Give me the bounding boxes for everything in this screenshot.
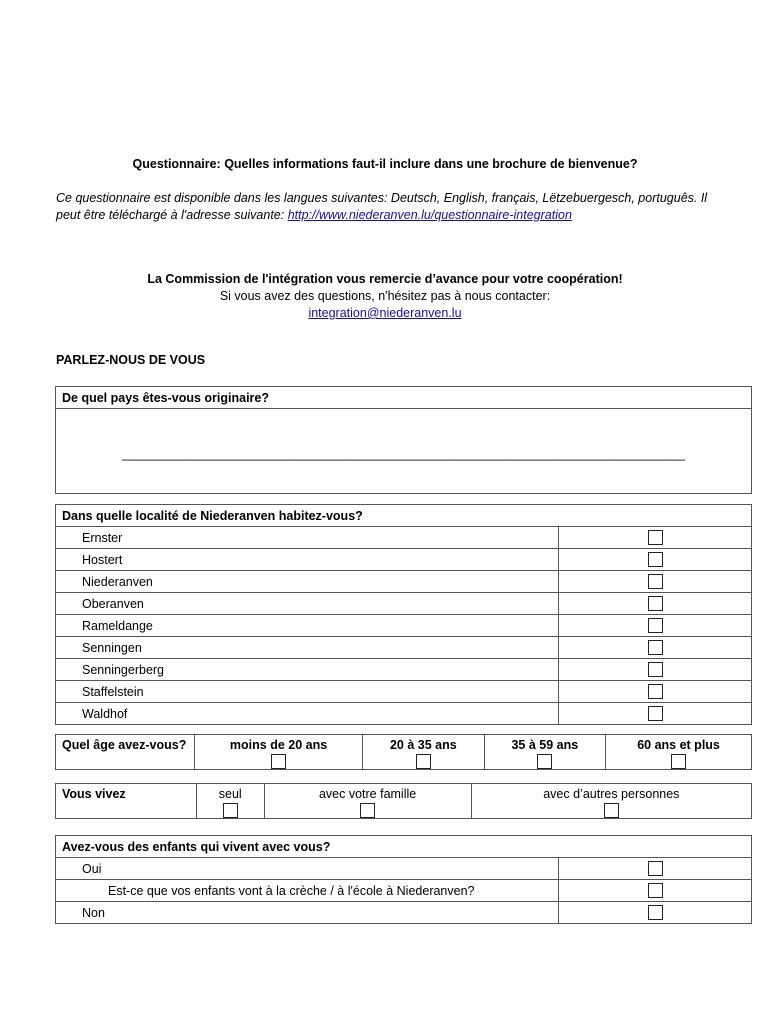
checkbox-age-under-20[interactable] (271, 754, 286, 769)
checkbox-children-yes[interactable] (648, 861, 663, 876)
locality-option-label: Niederanven (56, 571, 559, 593)
locality-option-label: Senningen (56, 637, 559, 659)
page-title: Questionnaire: Quelles informations faut-il inclure dans une brochure de bienvenue? (132, 157, 638, 171)
checkbox-age-60-plus[interactable] (671, 754, 686, 769)
checkbox-staffelstein[interactable] (648, 684, 663, 699)
checkbox-living-alone[interactable] (223, 803, 238, 818)
checkbox-rameldange[interactable] (648, 618, 663, 633)
age-option-label: 20 à 35 ans (389, 738, 457, 752)
checkbox-waldhof[interactable] (648, 706, 663, 721)
living-question-table (55, 783, 752, 819)
locality-option-label: Waldhof (56, 703, 559, 725)
checkbox-ernster[interactable] (648, 530, 663, 545)
checkbox-senningen[interactable] (648, 640, 663, 655)
checkbox-age-20-35[interactable] (416, 754, 431, 769)
intro-text: Ce questionnaire est disponible dans les langues suivantes: Deutsch, English, français, Lëtzebuergesch, português. Il peut être téléchargé à l'adresse suivante: (56, 191, 708, 222)
locality-option-label: Staffelstein (56, 681, 559, 703)
locality-option-label: Ernster (56, 527, 559, 549)
country-question-table (55, 386, 752, 494)
locality-option-label: Rameldange (56, 615, 559, 637)
locality-option-label: Hostert (56, 549, 559, 571)
living-option-label: avec votre famille (318, 787, 417, 801)
checkbox-oberanven[interactable] (648, 596, 663, 611)
checkbox-niederanven[interactable] (648, 574, 663, 589)
checkbox-age-35-59[interactable] (537, 754, 552, 769)
country-answer-field[interactable] (56, 409, 752, 494)
age-option-label: moins de 20 ans (229, 738, 328, 752)
checkbox-children-no[interactable] (648, 905, 663, 920)
section-title: PARLEZ-NOUS DE VOUS (56, 353, 206, 367)
age-option-label: 35 à 59 ans (511, 738, 579, 752)
children-question-table (55, 835, 752, 924)
contact-line: Si vous avez des questions, n'hésitez pas à nous contacter: (219, 289, 551, 303)
living-option-label: avec d’autres personnes (543, 787, 680, 801)
living-question-label: Vous vivez (56, 784, 197, 819)
locality-option-label: Senningerberg (56, 659, 559, 681)
age-question-table (55, 734, 752, 770)
checkbox-hostert[interactable] (648, 552, 663, 567)
children-question-label: Avez-vous des enfants qui vivent avec vous? (56, 836, 752, 858)
checkbox-children-school[interactable] (648, 883, 663, 898)
intro-paragraph (56, 190, 716, 224)
living-option-label: seul (218, 787, 242, 801)
checkbox-living-family[interactable] (360, 803, 375, 818)
checkbox-living-others[interactable] (604, 803, 619, 818)
checkbox-senningerberg[interactable] (648, 662, 663, 677)
locality-question-table (55, 504, 752, 725)
children-school-label: Est-ce que vos enfants vont à la crèche / à l'école à Niederanven? (56, 880, 559, 902)
questionnaire-link[interactable]: http://www.niederanven.lu/questionnaire-integration (287, 208, 572, 222)
country-answer-line: _________________________________________________________________________________ (121, 447, 686, 461)
country-question-label: De quel pays êtes-vous originaire? (56, 387, 752, 409)
children-yes-label: Oui (56, 858, 559, 880)
thanks-line: La Commission de l'intégration vous remercie d’avance pour votre coopération! (147, 272, 623, 286)
locality-option-label: Oberanven (56, 593, 559, 615)
locality-question-label: Dans quelle localité de Niederanven habitez-vous? (56, 505, 752, 527)
age-option-label: 60 ans et plus (637, 738, 720, 752)
age-question-label: Quel âge avez-vous? (56, 735, 195, 770)
contact-email-link[interactable]: integration@niederanven.lu (308, 306, 462, 320)
children-no-label: Non (56, 902, 559, 924)
